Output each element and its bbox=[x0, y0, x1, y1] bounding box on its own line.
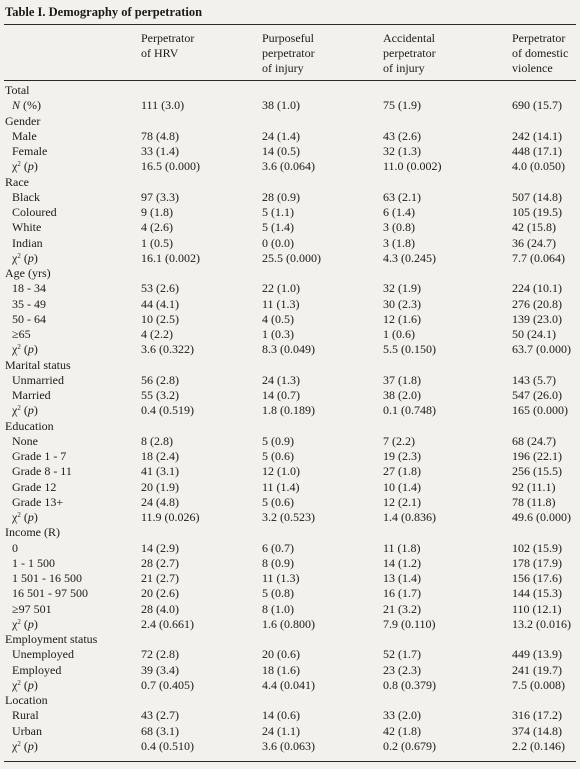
table-cell: 11 (1.3) bbox=[262, 571, 300, 585]
table-cell: 6 (0.7) bbox=[262, 540, 294, 555]
header-rule bbox=[4, 80, 576, 81]
table-cell: 449 (13.9) bbox=[512, 647, 562, 662]
row-label: $\chi^2$ (p) bbox=[12, 403, 38, 418]
table-row bbox=[0, 541, 580, 556]
table-cell: 9 (1.8) bbox=[141, 205, 173, 219]
table-cell: 25.5 (0.000) bbox=[262, 250, 321, 265]
table-cell: 68 (24.7) bbox=[512, 433, 556, 448]
table-cell: 63.7 (0.000) bbox=[512, 342, 571, 357]
table-cell: 256 (15.5) bbox=[512, 464, 562, 479]
table-cell: 97 (3.3) bbox=[141, 189, 179, 204]
table-row bbox=[0, 129, 580, 144]
table-cell: 4 (2.6) bbox=[141, 220, 173, 235]
table-cell: 22 (1.0) bbox=[262, 281, 300, 296]
table-cell: 14 (0.5) bbox=[262, 144, 300, 158]
table-cell: 5 (1.1) bbox=[262, 205, 294, 219]
table-cell: 102 (15.9) bbox=[512, 540, 562, 555]
table-row bbox=[0, 98, 580, 113]
table-row bbox=[0, 724, 580, 739]
table-cell: 18 (1.6) bbox=[262, 662, 300, 677]
table-row bbox=[0, 663, 580, 678]
section-label: Age (yrs) bbox=[5, 266, 51, 280]
section-label: Education bbox=[5, 418, 54, 433]
table-cell: 42 (1.8) bbox=[383, 723, 421, 738]
table-cell: 28 (0.9) bbox=[262, 189, 300, 204]
table-cell: 1.8 (0.189) bbox=[262, 403, 315, 418]
table-cell: 14 (0.7) bbox=[262, 388, 300, 402]
table-cell: 7.9 (0.110) bbox=[383, 616, 436, 631]
table-cell: 75 (1.9) bbox=[383, 98, 421, 113]
table-title: Table I. Demography of perpetration bbox=[5, 5, 203, 19]
table-cell: 12 (1.0) bbox=[262, 464, 300, 479]
table-cell: 3.6 (0.064) bbox=[262, 159, 315, 174]
row-label: 16 501 - 97 500 bbox=[12, 586, 88, 601]
section-label: Race bbox=[5, 174, 29, 189]
table-cell: 448 (17.1) bbox=[512, 144, 562, 158]
table-cell: 178 (17.9) bbox=[512, 555, 562, 570]
table-cell: 4 (0.5) bbox=[262, 311, 294, 326]
table-row bbox=[0, 312, 580, 327]
table-cell: 6 (1.4) bbox=[383, 205, 415, 219]
table-cell: 39 (3.4) bbox=[141, 662, 179, 677]
top-rule bbox=[4, 24, 576, 25]
section-label: Income (R) bbox=[5, 525, 60, 540]
table-row bbox=[0, 480, 580, 495]
table-cell: 44 (4.1) bbox=[141, 296, 179, 311]
section-label: Total bbox=[5, 83, 30, 97]
table-cell: 14 (1.2) bbox=[383, 555, 421, 570]
table-cell: 110 (12.1) bbox=[512, 601, 562, 616]
table-cell: 78 (11.8) bbox=[512, 494, 556, 509]
row-label: Grade 13+ bbox=[12, 494, 64, 509]
table-cell: 56 (2.8) bbox=[141, 372, 179, 387]
table-cell: 14 (0.6) bbox=[262, 708, 300, 723]
table-cell: 143 (5.7) bbox=[512, 372, 556, 387]
table-row bbox=[0, 464, 580, 479]
table-cell: 11 (1.3) bbox=[262, 296, 300, 311]
row-label: 50 - 64 bbox=[12, 311, 46, 326]
section-row bbox=[0, 525, 580, 540]
table-cell: 10 (1.4) bbox=[383, 479, 421, 494]
row-label: Unmarried bbox=[12, 372, 64, 387]
section-row bbox=[0, 83, 580, 98]
row-label: ≥97 501 bbox=[12, 601, 52, 616]
table-row bbox=[0, 495, 580, 510]
table-cell: 24 (4.8) bbox=[141, 494, 179, 509]
section-label: Location bbox=[5, 693, 48, 707]
table-cell: 78 (4.8) bbox=[141, 128, 179, 143]
row-label: Unemployed bbox=[12, 647, 74, 662]
table-cell: 241 (19.7) bbox=[512, 662, 562, 677]
chi-square-row bbox=[0, 510, 580, 525]
table-cell: 5 (1.4) bbox=[262, 220, 294, 235]
table-cell: 5.5 (0.150) bbox=[383, 342, 436, 357]
row-label: $\chi^2$ (p) bbox=[12, 738, 38, 753]
table-cell: 23 (2.3) bbox=[383, 662, 421, 677]
chi-square-row bbox=[0, 159, 580, 174]
table-cell: 105 (19.5) bbox=[512, 205, 562, 219]
table-cell: 43 (2.7) bbox=[141, 708, 179, 723]
section-label: Employment status bbox=[5, 632, 98, 646]
table-cell: 374 (14.8) bbox=[512, 723, 562, 738]
section-row bbox=[0, 358, 580, 373]
row-label: 0 bbox=[12, 540, 18, 555]
chi-square-row bbox=[0, 403, 580, 418]
table-cell: 156 (17.6) bbox=[512, 571, 562, 585]
table-row bbox=[0, 708, 580, 723]
table-row bbox=[0, 602, 580, 617]
row-label: Female bbox=[12, 144, 48, 158]
table-row bbox=[0, 373, 580, 388]
table-cell: 49.6 (0.000) bbox=[512, 510, 571, 524]
table-cell: 21 (3.2) bbox=[383, 601, 421, 616]
table-cell: 28 (4.0) bbox=[141, 601, 179, 616]
table-cell: 1.4 (0.836) bbox=[383, 510, 436, 524]
table-cell: 0.8 (0.379) bbox=[383, 677, 436, 692]
table-cell: 21 (2.7) bbox=[141, 571, 179, 585]
table-cell: 38 (1.0) bbox=[262, 98, 300, 113]
row-label: Urban bbox=[12, 723, 42, 738]
table-cell: 27 (1.8) bbox=[383, 464, 421, 479]
table-cell: 316 (17.2) bbox=[512, 708, 562, 723]
header-domestic: Perpetrator of domestic violence bbox=[512, 31, 569, 75]
row-label: Employed bbox=[12, 662, 62, 677]
row-label: Grade 8 - 11 bbox=[12, 464, 72, 479]
table-row bbox=[0, 388, 580, 403]
section-row bbox=[0, 419, 580, 434]
table-row bbox=[0, 190, 580, 205]
table-cell: 276 (20.8) bbox=[512, 296, 562, 311]
table-cell: 37 (1.8) bbox=[383, 372, 421, 387]
row-label: $\chi^2$ (p) bbox=[12, 677, 38, 692]
section-row bbox=[0, 693, 580, 708]
row-label: $\chi^2$ (p) bbox=[12, 510, 38, 524]
section-row bbox=[0, 114, 580, 129]
table-cell: 43 (2.6) bbox=[383, 128, 421, 143]
chi-square-row bbox=[0, 678, 580, 693]
table-cell: 7.5 (0.008) bbox=[512, 677, 565, 692]
table-cell: 144 (15.3) bbox=[512, 586, 562, 601]
row-label: $\chi^2$ (p) bbox=[12, 250, 38, 265]
table-cell: 4.0 (0.050) bbox=[512, 159, 565, 174]
table-cell: 12 (1.6) bbox=[383, 311, 421, 326]
table-cell: 52 (1.7) bbox=[383, 647, 421, 662]
table-cell: 7 (2.2) bbox=[383, 433, 415, 448]
header-purposeful: Purposeful perpetrator of injury bbox=[262, 31, 315, 75]
bottom-rule bbox=[4, 761, 576, 762]
table-cell: 32 (1.9) bbox=[383, 281, 421, 296]
table-cell: 11 (1.4) bbox=[262, 479, 300, 494]
table-row bbox=[0, 205, 580, 220]
table-cell: 0.1 (0.748) bbox=[383, 403, 436, 418]
table-cell: 507 (14.8) bbox=[512, 189, 562, 204]
table-cell: 1.6 (0.800) bbox=[262, 616, 315, 631]
table-cell: 242 (14.1) bbox=[512, 128, 562, 143]
table-cell: 0.4 (0.510) bbox=[141, 738, 194, 753]
section-label: Gender bbox=[5, 113, 41, 128]
table-cell: 53 (2.6) bbox=[141, 281, 179, 296]
table-row bbox=[0, 556, 580, 571]
table-cell: 92 (11.1) bbox=[512, 479, 556, 494]
table-cell: 33 (1.4) bbox=[141, 144, 179, 158]
table-cell: 11.0 (0.002) bbox=[383, 159, 442, 174]
table-cell: 50 (24.1) bbox=[512, 327, 556, 341]
table-cell: 16.1 (0.002) bbox=[141, 250, 200, 265]
table-cell: 5 (0.9) bbox=[262, 433, 294, 448]
table-cell: 18 (2.4) bbox=[141, 449, 179, 463]
table-cell: 36 (24.7) bbox=[512, 235, 556, 250]
table-row bbox=[0, 571, 580, 586]
table-cell: 33 (2.0) bbox=[383, 708, 421, 723]
table-cell: 14 (2.9) bbox=[141, 540, 179, 555]
table-cell: 8.3 (0.049) bbox=[262, 342, 315, 357]
table-row bbox=[0, 144, 580, 159]
row-label: $\chi^2$ (p) bbox=[12, 342, 38, 357]
table-cell: 10 (2.5) bbox=[141, 311, 179, 326]
row-label: N (%) bbox=[12, 98, 42, 113]
table-row bbox=[0, 327, 580, 342]
row-label: $\chi^2$ (p) bbox=[12, 616, 38, 631]
table-cell: 7.7 (0.064) bbox=[512, 250, 565, 265]
row-label: None bbox=[12, 433, 38, 448]
row-label: Grade 1 - 7 bbox=[12, 449, 67, 463]
table-cell: 2.4 (0.661) bbox=[141, 616, 194, 631]
table-cell: 63 (2.1) bbox=[383, 189, 421, 204]
table-cell: 165 (0.000) bbox=[512, 403, 568, 418]
table-cell: 3.2 (0.523) bbox=[262, 510, 315, 524]
table-cell: 68 (3.1) bbox=[141, 723, 179, 738]
table-cell: 8 (0.9) bbox=[262, 555, 294, 570]
table-cell: 1 (0.3) bbox=[262, 327, 294, 341]
row-label: 18 - 34 bbox=[12, 281, 46, 296]
table-cell: 28 (2.7) bbox=[141, 555, 179, 570]
section-row bbox=[0, 632, 580, 647]
table-cell: 5 (0.8) bbox=[262, 586, 294, 601]
section-label: Marital status bbox=[5, 357, 71, 372]
table-cell: 3 (0.8) bbox=[383, 220, 415, 235]
table-cell: 12 (2.1) bbox=[383, 494, 421, 509]
table-cell: 1 (0.6) bbox=[383, 327, 415, 341]
section-row bbox=[0, 175, 580, 190]
table-cell: 24 (1.3) bbox=[262, 372, 300, 387]
table-cell: 111 (3.0) bbox=[141, 98, 185, 113]
row-label: Coloured bbox=[12, 205, 57, 219]
table-cell: 20 (0.6) bbox=[262, 647, 300, 662]
table-cell: 41 (3.1) bbox=[141, 464, 179, 479]
table-cell: 0.7 (0.405) bbox=[141, 677, 194, 692]
table-cell: 5 (0.6) bbox=[262, 449, 294, 463]
table-cell: 13.2 (0.016) bbox=[512, 616, 571, 631]
table-cell: 3.6 (0.322) bbox=[141, 342, 194, 357]
row-label: Black bbox=[12, 189, 40, 204]
row-label: Male bbox=[12, 128, 37, 143]
row-label: Rural bbox=[12, 708, 39, 723]
table-cell: 55 (3.2) bbox=[141, 388, 179, 402]
table-cell: 16 (1.7) bbox=[383, 586, 421, 601]
table-cell: 139 (23.0) bbox=[512, 311, 562, 326]
table-cell: 11 (1.8) bbox=[383, 540, 421, 555]
table-cell: 4.4 (0.041) bbox=[262, 677, 315, 692]
table-row bbox=[0, 434, 580, 449]
table-row bbox=[0, 281, 580, 296]
table-cell: 224 (10.1) bbox=[512, 281, 562, 296]
table-cell: 32 (1.3) bbox=[383, 144, 421, 158]
table-cell: 24 (1.4) bbox=[262, 128, 300, 143]
table-cell: 42 (15.8) bbox=[512, 220, 556, 235]
table-cell: 0.4 (0.519) bbox=[141, 403, 194, 418]
table-cell: 20 (2.6) bbox=[141, 586, 179, 601]
table-cell: 2.2 (0.146) bbox=[512, 738, 565, 753]
table-row bbox=[0, 236, 580, 251]
header-accidental: Accidental perpetrator of injury bbox=[383, 31, 436, 75]
table-row bbox=[0, 449, 580, 464]
table-cell: 8 (2.8) bbox=[141, 433, 173, 448]
table-cell: 1 (0.5) bbox=[141, 235, 173, 250]
table-cell: 3 (1.8) bbox=[383, 235, 415, 250]
table-cell: 4 (2.2) bbox=[141, 327, 173, 341]
table-cell: 0 (0.0) bbox=[262, 235, 294, 250]
chi-square-row bbox=[0, 617, 580, 632]
table-cell: 38 (2.0) bbox=[383, 388, 421, 402]
table-cell: 4.3 (0.245) bbox=[383, 250, 436, 265]
chi-square-row bbox=[0, 251, 580, 266]
row-label: 1 - 1 500 bbox=[12, 555, 55, 570]
table-cell: 196 (22.1) bbox=[512, 449, 562, 463]
table-cell: 11.9 (0.026) bbox=[141, 510, 200, 524]
row-label: Indian bbox=[12, 235, 43, 250]
chi-square-row bbox=[0, 342, 580, 357]
chi-square-row bbox=[0, 739, 580, 754]
row-label: White bbox=[12, 220, 42, 235]
header-hrv: Perpetrator of HRV bbox=[141, 31, 195, 60]
table-cell: 24 (1.1) bbox=[262, 723, 300, 738]
table-cell: 30 (2.3) bbox=[383, 296, 421, 311]
table-cell: 0.2 (0.679) bbox=[383, 738, 436, 753]
row-label: Married bbox=[12, 388, 51, 402]
table-cell: 13 (1.4) bbox=[383, 571, 421, 585]
table-cell: 19 (2.3) bbox=[383, 449, 421, 463]
table-cell: 8 (1.0) bbox=[262, 601, 294, 616]
table-cell: 3.6 (0.063) bbox=[262, 738, 315, 753]
row-label: $\chi^2$ (p) bbox=[12, 159, 38, 174]
table-row bbox=[0, 220, 580, 235]
row-label: Grade 12 bbox=[12, 479, 57, 494]
table-cell: 72 (2.8) bbox=[141, 647, 179, 662]
row-label: 1 501 - 16 500 bbox=[12, 571, 82, 585]
table-row bbox=[0, 297, 580, 312]
table-cell: 690 (15.7) bbox=[512, 98, 562, 113]
section-row bbox=[0, 266, 580, 281]
table-cell: 20 (1.9) bbox=[141, 479, 179, 494]
table-cell: 16.5 (0.000) bbox=[141, 159, 200, 174]
row-label: 35 - 49 bbox=[12, 296, 46, 311]
table-cell: 547 (26.0) bbox=[512, 388, 562, 402]
table-row bbox=[0, 586, 580, 601]
row-label: ≥65 bbox=[12, 327, 31, 341]
table-row bbox=[0, 647, 580, 662]
table-cell: 5 (0.6) bbox=[262, 494, 294, 509]
